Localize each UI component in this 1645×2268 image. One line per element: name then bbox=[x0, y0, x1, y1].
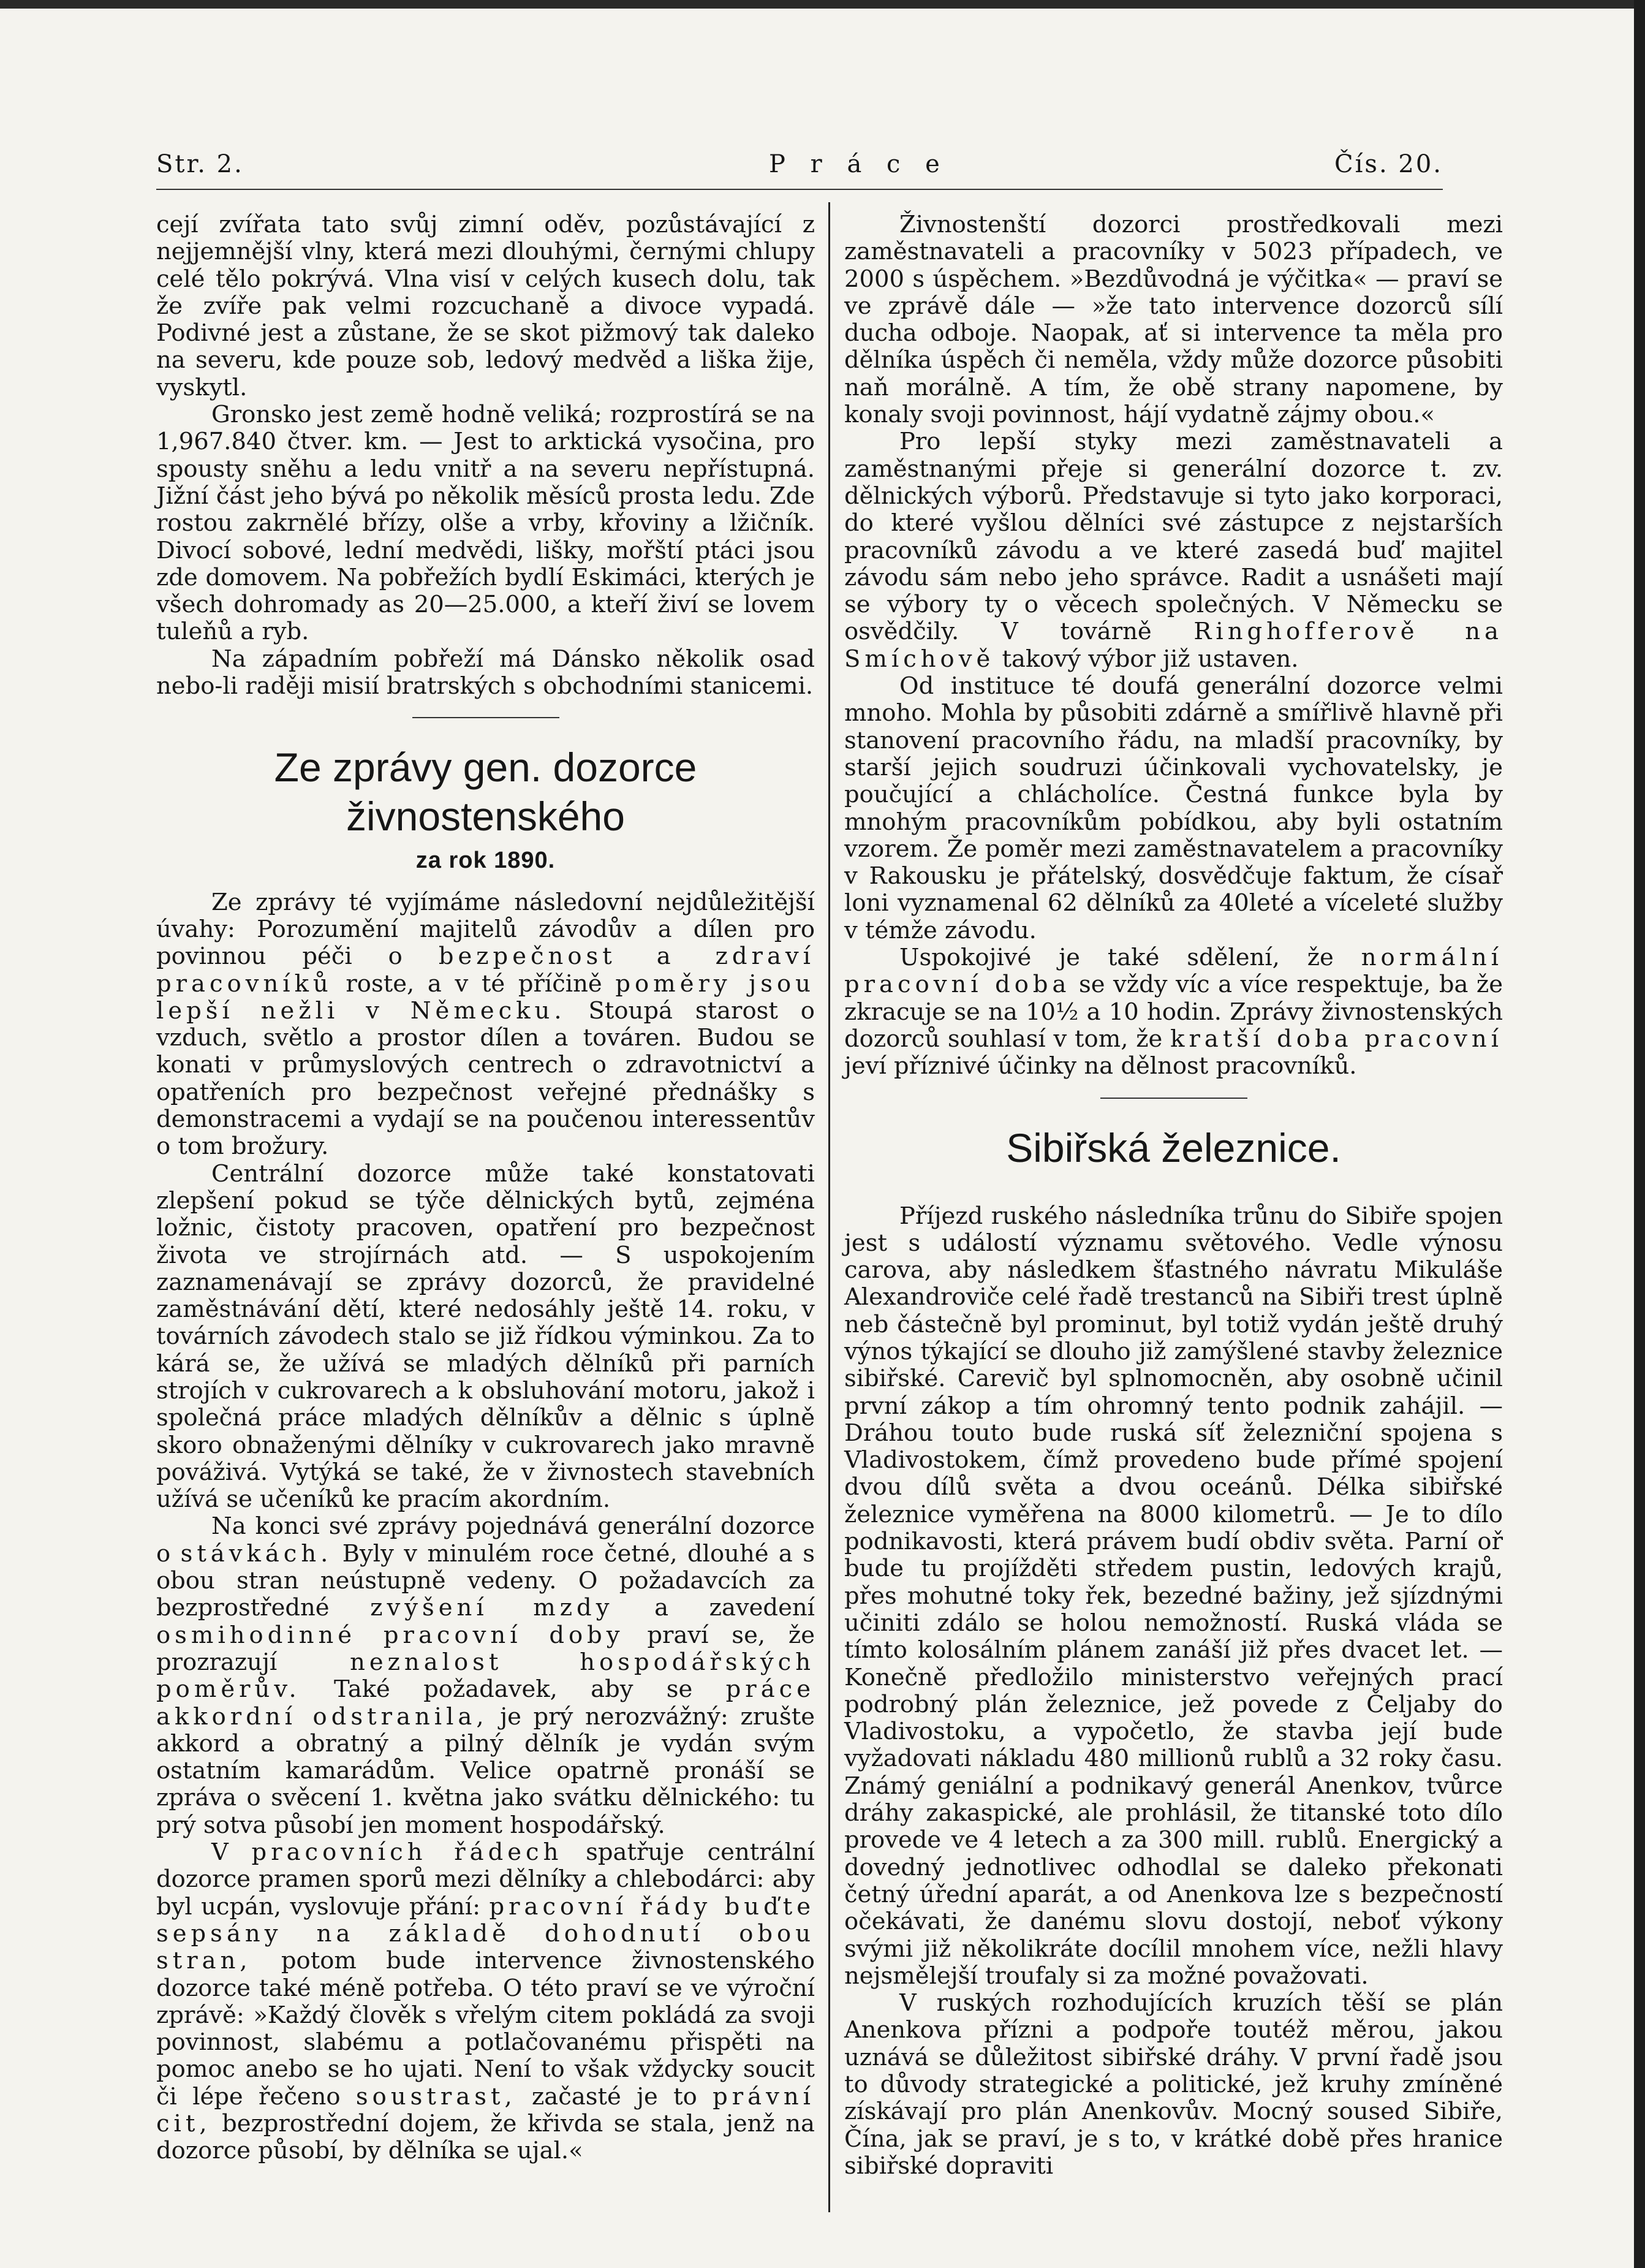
scan-edge-top bbox=[0, 0, 1645, 9]
article-heading: Ze zprávy gen. dozorce živnostenského bbox=[274, 745, 697, 840]
paragraph: Ze zprávy té vyjímáme následovní nejdůležitější úvahy: Porozumění majitelů závodův a dílen pro povinnou péči o bezpečnost a zdraví pracovníků roste, a v té příčině poměry jsou lepší nežli v Německu. Stoupá starost o vzduch, světlo a prostor dílen a továren. Budou se konati v průmyslových centrech o zdravotnictví a opatřeních pro bezpečnost veřejné přednášky s demonstracemi a vydají se na poučenou interessentův o tom brožury. bbox=[156, 888, 815, 1161]
column-divider bbox=[828, 202, 830, 2212]
paragraph: Na západním pobřeží má Dánsko několik osad nebo-li raději misií bratrských s obchodními stanicemi. bbox=[156, 645, 815, 700]
page-number: Str. 2. bbox=[156, 150, 244, 178]
left-column bbox=[156, 211, 815, 2165]
newspaper-title: P r á c e bbox=[769, 150, 948, 178]
paragraph: cejí zvířata tato svůj zimní oděv, pozůstávající z nejjemnější vlny, která mezi dlouhými, černými chlupy celé tělo pokrývá. Vlna visí v celých kusech dolu, tak že zvíře pak velmi rozcuchaně a divoce vypadá. Podivné jest a zůstane, že se skot pižmový tak daleko na severu, kde pouze sob, ledový medvěd a liška žije, vyskytl. bbox=[156, 211, 815, 401]
paragraph: Živnostenští dozorci prostředkovali mezi zaměstnavateli a pracovníky v 5023 případech, ve 2000 s úspěchem. »Bezdůvodná je výčitka« — praví se ve zprávě dále — »že tato intervence dozorců sílí ducha odboje. Naopak, ať si intervence ta měla pro dělníka úspěch či neměla, vždy může dozorce působiti naň morálně. A tím, že obě strany napomene, by konaly svoji povinnost, hájí vydatně zájmy obou.« bbox=[844, 211, 1503, 429]
scan-edge-right bbox=[1634, 0, 1645, 2268]
paragraph: V ruských rozhodujících kruzích těší se plán Anenkova přízni a podpoře toutéž měrou, jakou uznává se důležitost sibiřské dráhy. V první řadě jsou to důvody strategické a politické, jež kruhy zmíněné získávají pro plán Anenkovův. Mocný soused Sibiře, Čína, jak se praví, je s to, v krátké době přes hranice sibiřské dopraviti bbox=[844, 1989, 1503, 2180]
article-heading: Sibiřská železnice. bbox=[1006, 1125, 1341, 1170]
header-rule bbox=[156, 189, 1443, 190]
section-divider bbox=[1100, 1098, 1247, 1099]
article-subheading: za rok 1890. bbox=[415, 848, 556, 874]
issue-number: Čís. 20. bbox=[1334, 150, 1443, 178]
paragraph: Uspokojivé je také sdělení, že normální pracovní doba se vždy víc a více respektuje, ba že zkracuje se na 10½ a 10 hodin. Zprávy živnostenských dozorců souhlasí v tom, že kratší doba pracovní jeví příznivé účinky na dělnost pracovníků. bbox=[844, 944, 1503, 1080]
paragraph: V pracovních řádech spatřuje centrální dozorce pramen sporů mezi dělníky a chlebodárci: aby byl ucpán, vyslovuje přání: pracovní řády buďte sepsány na základě dohodnutí obou stran, potom bude intervence živnostenského dozorce také méně potřeba. O této praví se ve výroční zprávě: »Každý člověk s vřelým citem pokládá za svoji povinnost, slabému a potlačovanému přispěti na pomoc anebo se ho ujati. Není to však vždycky soucit či lépe řečeno soustrast, začasté je to právní cit, bezprostřední dojem, že křivda se stala, jenž na dozorce působí, by dělníka se ujal.« bbox=[156, 1838, 815, 2165]
section-divider bbox=[412, 717, 559, 718]
page-header bbox=[156, 150, 1443, 187]
right-column bbox=[844, 211, 1503, 2180]
paragraph: Od instituce té doufá generální dozorce velmi mnoho. Mohla by působiti zdárně a smířlivě hlavně při stanovení pracovního řádu, na mladší pracovníky, by starší jejich soudruzi účinkovali vychovatelsky, je poučující a chlácholíce. Čestná funkce byla by mnohým pracovníkům pobídkou, aby byli ostatním vzorem. Že poměr mezi zaměstnavatelem a pracovníky v Rakousku je přátelský, dosvědčuje faktum, že císař loni vyznamenal 62 dělníků za 40leté a víceleté služby v témže závodu. bbox=[844, 672, 1503, 944]
paragraph: Pro lepší styky mezi zaměstnavateli a zaměstnanými přeje si generální dozorce t. zv. dělnických výborů. Představuje si tyto jako korporaci, do které vyšlou dělníci své zástupce z nejstarších pracovníků závodu a ve které zasedá buď majitel závodu sám nebo jeho správce. Radit a usnášeti mají se výbory ty o věcech společných. V Německu se osvědčily. V továrně Ringhofferově na Smíchově takový výbor již ustaven. bbox=[844, 428, 1503, 673]
paragraph: Centrální dozorce může také konstatovati zlepšení pokud se týče dělnických bytů, zejména ložnic, čistoty pracoven, opatření pro bezpečnost života ve strojírnách atd. — S uspokojením zaznamenávají se zprávy dozorců, že pravidelné zaměstnávání dětí, které nedosáhly ještě 14. roku, v továrních závodech stalo se již řídkou výminkou. Za to kárá se, že užívá se mladých dělníků při parních strojích v cukrovarech a k obsluhování motoru, jakož i společná práce mladých dělníkův a dělnic s úplně skoro obnaženými dělníky v cukrovarech jako mravně pováživá. Vytýká se také, že v živnostech stavebních užívá se učeníků ke pracím akordním. bbox=[156, 1159, 815, 1514]
paragraph: Gronsko jest země hodně veliká; rozprostírá se na 1,967.840 čtver. km. — Jest to arktická vysočina, pro spousty sněhu a ledu vnitř a na severu nepřístupná. Jižní část jeho bývá po několik měsíců prosta ledu. Zde rostou zakrnělé břízy, olše a vrby, křoviny a lžičník. Divocí sobové, lední medvědi, lišky, mořští ptáci jsou zde domovem. Na pobřežích bydlí Eskimáci, kterých je všech dohromady as 20—25.000, a kteří živí se lovem tuleňů a ryb. bbox=[156, 401, 815, 646]
paragraph: Na konci své zprávy pojednává generální dozorce o stávkách. Byly v minulém roce četné, dlouhé a s obou stran neústupně vedeny. O požadavcích za bezprostředné zvýšení mzdy a zavedení osmihodinné pracovní doby praví se, že prozrazují neznalost hospodářských poměrův. Také požadavek, aby se práce akkordní odstranila, je prý nerozvážný: zrušte akkord a obratný a pilný dělník je vydán svým ostatním kamarádům. Velice opatrně pronáší se zpráva o svěcení 1. května jako svátku dělnického: tu prý sotva působí jen moment hospodářský. bbox=[156, 1512, 815, 1839]
paragraph: Příjezd ruského následníka trůnu do Sibiře spojen jest s událostí významu světového. Vedle výnosu carova, aby následkem šťastného návratu Mikuláše Alexandroviče celé řadě trestanců na Sibiři trest úplně neb částečně byl prominut, byl totiž vydán ještě druhý výnos týkající se dlouho již zamýšlené stavby železnice sibiřské. Carevič byl splnomocněn, aby osobně učinil první zákop a tím ohromný tento podnik zahájil. — Dráhou touto bude ruská síť železniční spojena s Vladivostokem, čímž provedeno bude přímé spojení dvou dílů světa a dvou oceánů. Délka sibiřské železnice vyměřena na 8000 kilometrů. — Je to dílo podnikavosti, která právem budí obdiv světa. Parní oř bude tu projížděti středem pustin, ledových krajů, přes mohutné toky řek, bezedné bažiny, jež sjízdnými učiniti zdálo se holou nemožností. Ruská vláda se tímto kolosálním plánem zanáší již přes dvacet let. — Konečně předložilo ministerstvo veřejných prací podrobný plán železnice, jež povede z Čeljaby do Vladivostoku, a vypočetlo, že stavba její bude vyžadovati nákladu 480 millionů rublů a 32 roky času. Známý geniální a podnikavý generál Anenkov, tvůrce dráhy zakaspické, ale prohlásil, že titanské toto dílo provede ve 4 letech a za 300 mill. rublů. Energický a dovedný jednotlivec odhodlal se daleko překonati četný úřední aparát, a od Anenkova lze s bezpečností očekávati, že danému slovu dostojí, neboť výkony svými již několikráte docílil mnohem více, nežli hlavy nejsmělejší troufaly si za možné považovati. bbox=[844, 1202, 1503, 1990]
